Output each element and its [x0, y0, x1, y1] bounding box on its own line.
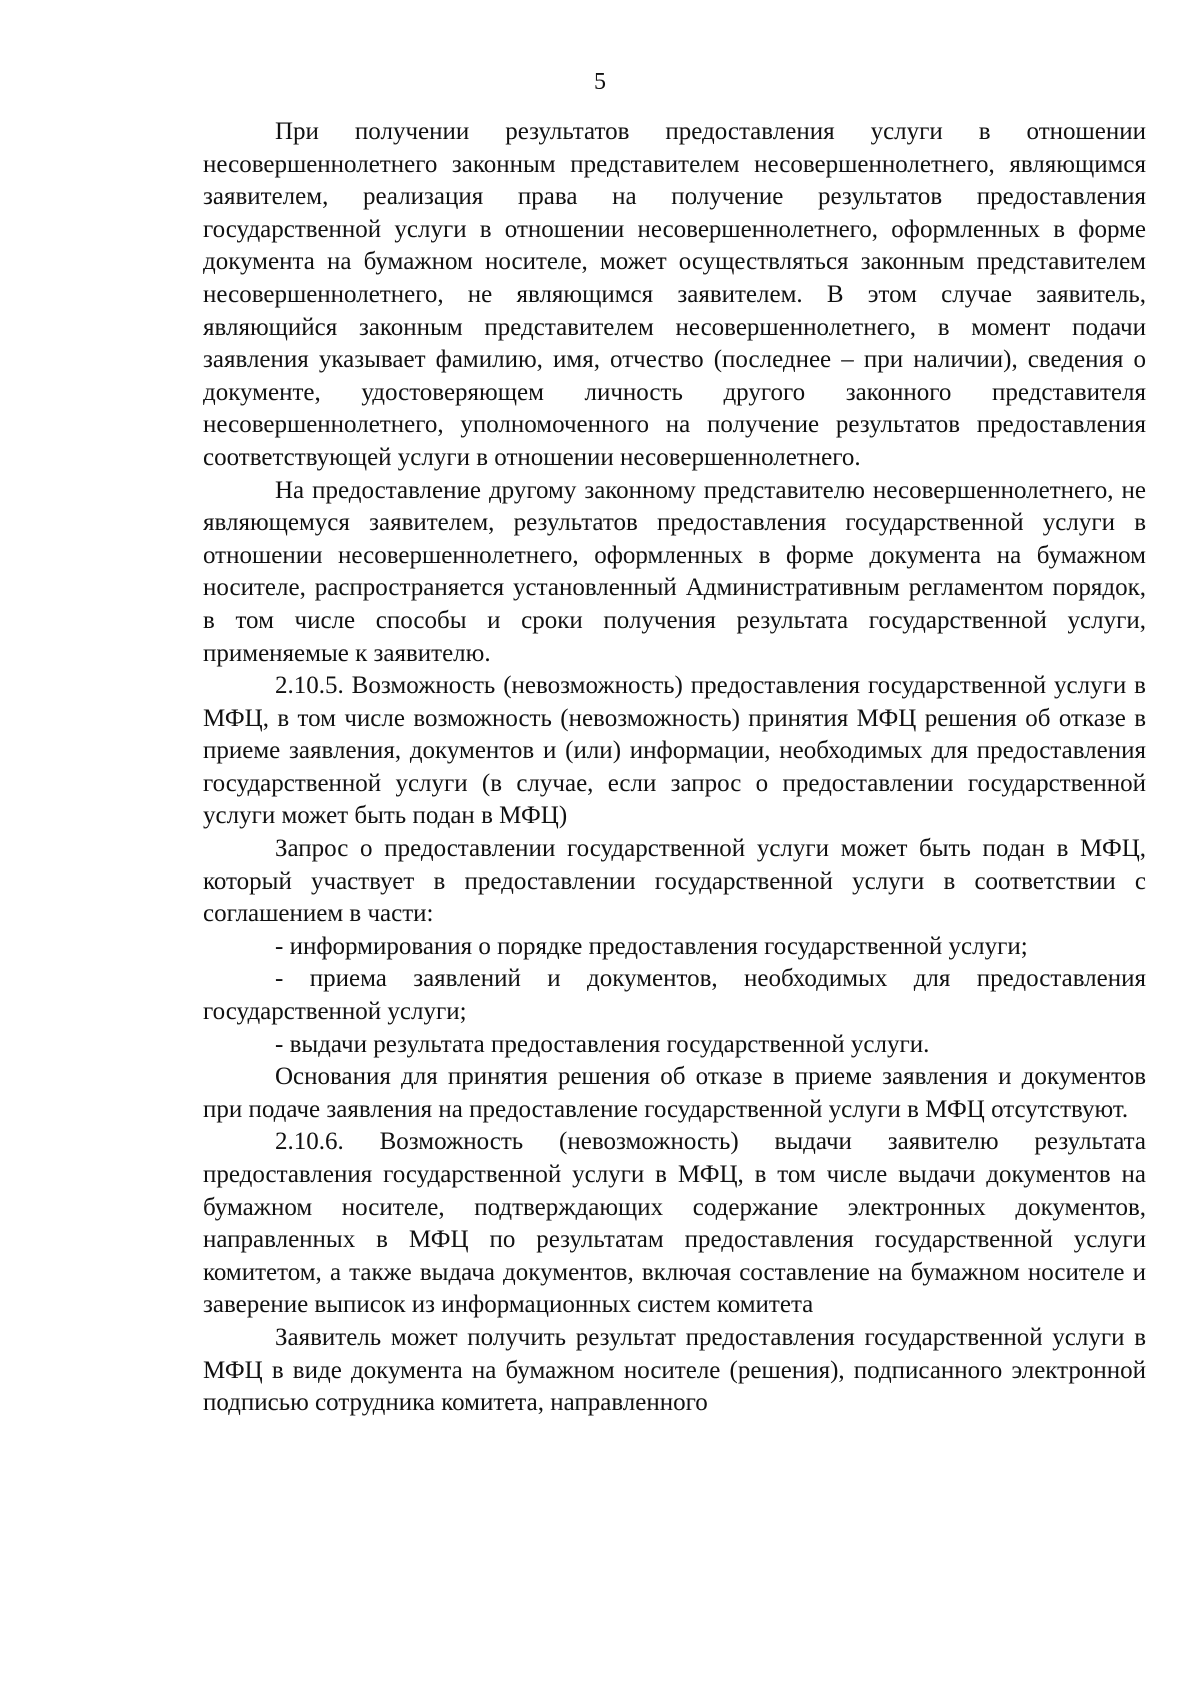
- list-item-informing: - информирования о порядке предоставления государственной услуги;: [275, 932, 1028, 960]
- paragraph-section-2-10-5: 2.10.5. Возможность (невозможность) предоставления государственной услуги в МФЦ, в том числе возможность (невозможность) принятия МФЦ решения об отказе в приеме заявления, документов и (или) информации, необходимых для предоставления государственной услуги (в случае, если запрос о предоставлении государственной услуги может быть подан в МФЦ): [203, 672, 1146, 830]
- list-item-issuing-result: - выдачи результата предоставления государственной услуги.: [275, 1030, 930, 1058]
- paragraph-applicant-may-receive: Заявитель может получить результат предоставления государственной услуги в МФЦ в виде документа на бумажном носителе (решения), подписанного электронной подписью сотрудника комитета, направленного: [203, 1323, 1146, 1417]
- paragraph-other-representative: На предоставление другому законному представителю несовершеннолетнего, не являющемуся заявителем, результатов предоставления государственной услуги в отношении несовершеннолетнего, оформленных в форме документа на бумажном носителе, распространяется установленный Административным регламентом порядок, в том числе способы и сроки получения результата государственной услуги, применяемые к заявителю.: [203, 476, 1146, 667]
- paragraph-minor-results-receipt: При получении результатов предоставления услуги в отношении несовершеннолетнего законным представителем несовершеннолетнего, являющимся заявителем, реализация права на получение результатов предоставления государственной услуги в отношении несовершеннолетнего, оформленных в форме документа на бумажном носителе, может осуществляться законным представителем несовершеннолетнего, не являющимся заявителем. В этом случае заявитель, являющийся законным представителем несовершеннолетнего, в момент подачи заявления указывает фамилию, имя, отчество (последнее – при наличии), сведения о документе, удостоверяющем личность другого законного представителя несовершеннолетнего, уполномоченного на получение результатов предоставления соответствующей услуги в отношении несовершеннолетнего.: [203, 118, 1146, 471]
- paragraph-refusal-grounds: Основания для принятия решения об отказе в приеме заявления и документов при подаче заявления на предоставление государственной услуги в МФЦ отсутствуют.: [203, 1063, 1146, 1123]
- paragraph-mfc-request: Запрос о предоставлении государственной услуги может быть подан в МФЦ, который участвует в предоставлении государственной услуги в соответствии с соглашением в части:: [203, 835, 1146, 928]
- page-number: 5: [594, 69, 606, 95]
- paragraph-section-2-10-6: 2.10.6. Возможность (невозможность) выдачи заявителю результата предоставления государственной услуги в МФЦ, в том числе выдачи документов на бумажном носителе, подтверждающих содержание электронных документов, направленных в МФЦ по результатам предоставления государственной услуги комитетом, а также выдача документов, включая составление на бумажном носителе и заверение выписок из информационных систем комитета: [203, 1128, 1146, 1319]
- list-item-accepting-applications: - приема заявлений и документов, необходимых для предоставления государственной услуги;: [203, 965, 1146, 1026]
- document-body: [203, 116, 1146, 1420]
